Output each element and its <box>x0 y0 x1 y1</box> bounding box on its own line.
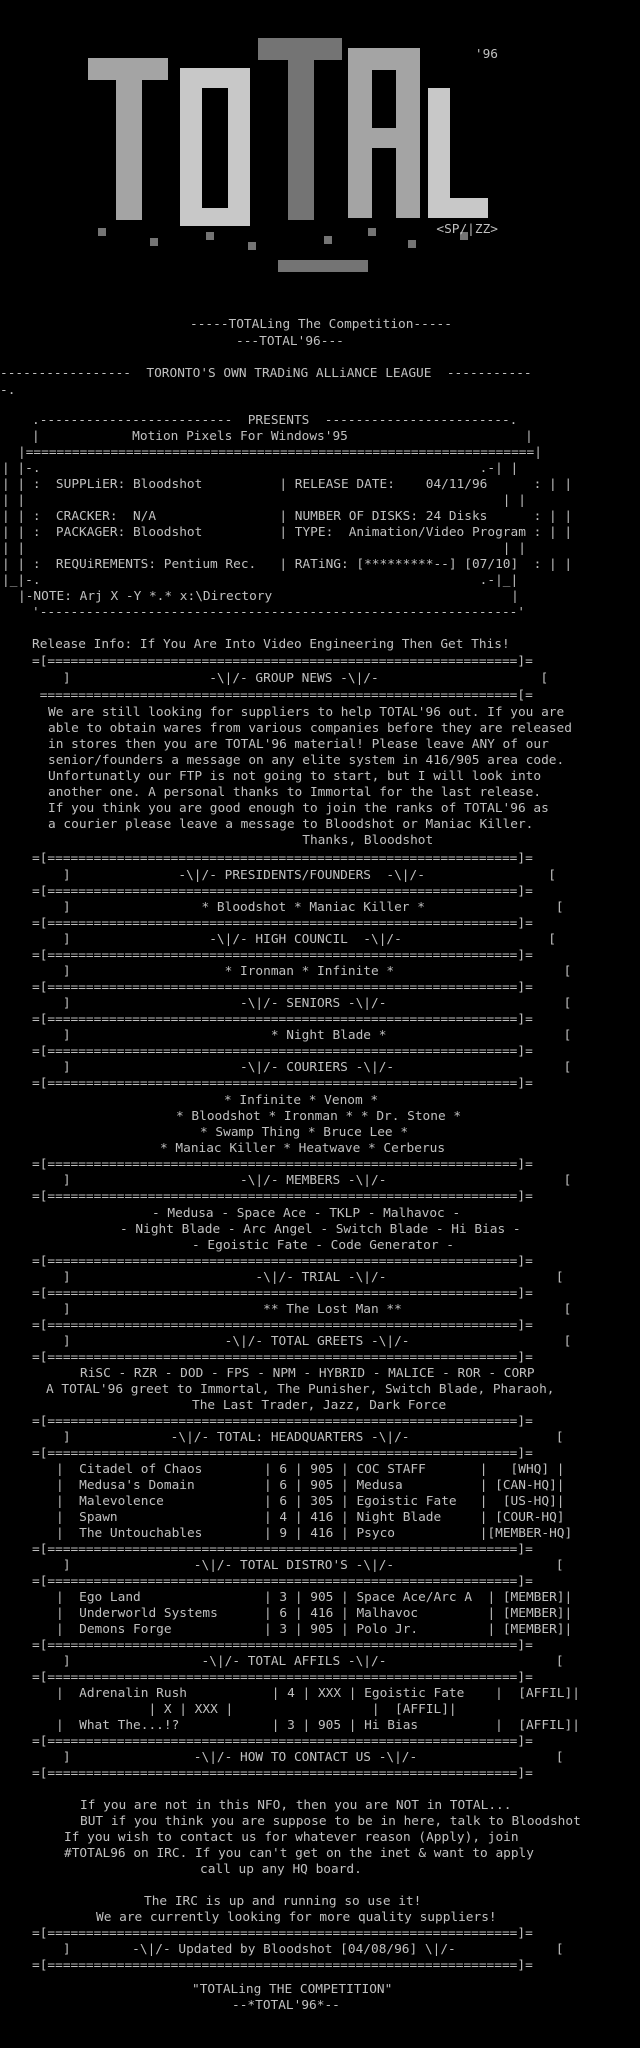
logo-letter-o <box>180 68 250 226</box>
nfo-line: ] -\|/- TOTAL GREETS -\|/- [ <box>32 1334 572 1349</box>
nfo-line: * Maniac Killer * Heatwave * Cerberus <box>160 1141 446 1156</box>
logo-dither <box>98 228 468 272</box>
nfo-line: ] -\|/- HOW TO CONTACT US -\|/- [ <box>32 1750 564 1765</box>
nfo-line: ] -\|/- SENIORS -\|/- [ <box>32 996 572 1011</box>
nfo-line: | Underworld Systems | 6 | 416 | Malhavoc | [MEMBER]| <box>56 1606 573 1621</box>
nfo-line: | |-. .-| | <box>2 461 519 476</box>
nfo-line: ] -\|/- PRESIDENTS/FOUNDERS -\|/- [ <box>32 868 556 883</box>
nfo-line: =[=============================================================]= <box>32 1734 533 1749</box>
nfo-line: ] ** The Lost Man ** [ <box>32 1302 572 1317</box>
nfo-line: * Infinite * Venom * <box>224 1093 379 1108</box>
nfo-line: If you think you are good enough to join the ranks of TOTAL'96 as <box>48 801 549 816</box>
logo-letter-a <box>348 48 420 218</box>
nfo-line: RiSC - RZR - DOD - FPS - NPM - HYBRID - MALICE - ROR - CORP <box>80 1366 535 1381</box>
nfo-line: senior/founders a message on any elite system in 416/905 area code. <box>48 753 565 768</box>
nfo-line: =[=============================================================]= <box>32 1189 533 1204</box>
logo-letter-t <box>88 58 168 220</box>
nfo-line: ] -\|/- TOTAL: HEADQUARTERS -\|/- [ <box>32 1430 564 1445</box>
nfo-line: =[=============================================================]= <box>32 1958 533 1973</box>
nfo-line: Unfortunatly our FTP is not going to start, but I will look into <box>48 769 542 784</box>
nfo-line: --*TOTAL'96*-- <box>232 1998 340 2013</box>
nfo-line: #TOTAL96 on IRC. If you can't get on the inet & want to apply <box>64 1846 534 1861</box>
nfo-line: ] -\|/- TOTAL AFFILS -\|/- [ <box>32 1654 564 1669</box>
nfo-line: =[=============================================================]= <box>32 851 533 866</box>
nfo-line: | Spawn | 4 | 416 | Night Blade | [COUR-HQ] <box>56 1510 565 1525</box>
nfo-line: =[=============================================================]= <box>32 1638 533 1653</box>
nfo-line: ] * Bloodshot * Maniac Killer * [ <box>32 900 564 915</box>
nfo-line: =[=============================================================]= <box>32 1044 533 1059</box>
nfo-line: ] -\|/- HIGH COUNCIL -\|/- [ <box>32 932 556 947</box>
nfo-line: A TOTAL'96 greet to Immortal, The Punisher, Switch Blade, Pharaoh, <box>46 1382 555 1397</box>
nfo-line: call up any HQ board. <box>200 1862 362 1877</box>
nfo-line: .------------------------- PRESENTS ------------------------. <box>32 413 518 428</box>
nfo-line: |_|-. .-|_| <box>2 573 519 588</box>
nfo-line: - Night Blade - Arc Angel - Switch Blade - Hi Bias - <box>120 1222 521 1237</box>
nfo-line: =[=============================================================]= <box>32 1670 533 1685</box>
nfo-line: =[=============================================================]= <box>32 1414 533 1429</box>
nfo-line: =[=============================================================]= <box>32 916 533 931</box>
nfo-line: =[=============================================================]= <box>32 1574 533 1589</box>
nfo-line: a courier please leave a message to Bloodshot or Maniac Killer. <box>48 817 534 832</box>
nfo-line: | | | | <box>2 541 526 556</box>
nfo-line: | | : REQUiREMENTS: Pentium Rec. | RATiNG: [*********--] [07/10] : | | <box>2 557 573 572</box>
nfo-line: |-NOTE: Arj X -Y *.* x:\Directory | <box>18 589 519 604</box>
nfo-line: =[=============================================================]= <box>32 1157 533 1172</box>
nfo-line: ] * Night Blade * [ <box>32 1028 572 1043</box>
nfo-line: The Last Trader, Jazz, Dark Force <box>192 1398 447 1413</box>
logo-artist-tag: <SP/|ZZ> <box>436 222 498 237</box>
nfo-line: ----------------- TORONTO'S OWN TRADiNG ALLiANCE LEAGUE ----------- <box>0 366 532 381</box>
nfo-line: ] -\|/- TRIAL -\|/- [ <box>32 1270 564 1285</box>
nfo-line: | | : SUPPLiER: Bloodshot | RELEASE DATE: 04/11/96 : | | <box>2 477 573 492</box>
nfo-line: | The Untouchables | 9 | 416 | Psyco |[MEMBER-HQ] <box>56 1526 573 1541</box>
nfo-line: Release Info: If You Are Into Video Engineering Then Get This! <box>32 637 510 652</box>
nfo-line: If you wish to contact us for whatever reason (Apply), join <box>64 1830 519 1845</box>
nfo-line: =[=============================================================]= <box>32 1286 533 1301</box>
nfo-line: * Swamp Thing * Bruce Lee * <box>200 1125 409 1140</box>
nfo-line: =[=============================================================]= <box>32 1012 533 1027</box>
nfo-line: -----TOTALing The Competition----- <box>190 317 452 332</box>
nfo-line: ] * Ironman * Infinite * [ <box>32 964 572 979</box>
nfo-line: * Bloodshot * Ironman * * Dr. Stone * <box>176 1109 462 1124</box>
nfo-line: =[=============================================================]= <box>32 1926 533 1941</box>
nfo-line: -. <box>0 383 16 398</box>
nfo-line: | Adrenalin Rush | 4 | XXX | Egoistic Fate | [AFFIL]| <box>56 1686 580 1701</box>
nfo-line: We are still looking for suppliers to help TOTAL'96 out. If you are <box>48 705 565 720</box>
nfo-line: | | : PACKAGER: Bloodshot | TYPE: Animation/Video Program : | | <box>2 525 573 540</box>
nfo-line: | Motion Pixels For Windows'95 | <box>32 429 533 444</box>
nfo-line: =[=============================================================]= <box>32 980 533 995</box>
nfo-line: - Egoistic Fate - Code Generator - <box>192 1238 454 1253</box>
nfo-line: =[=============================================================]= <box>32 1446 533 1461</box>
nfo-line: The IRC is up and running so use it! <box>144 1894 422 1909</box>
nfo-line: | | : CRACKER: N/A | NUMBER OF DISKS: 24 Disks : | | <box>2 509 573 524</box>
nfo-line: =[=============================================================]= <box>32 948 533 963</box>
nfo-line: | Medusa's Domain | 6 | 905 | Medusa | [CAN-HQ]| <box>56 1478 565 1493</box>
total-ascii-logo <box>88 28 503 298</box>
nfo-line: =[=============================================================]= <box>32 1254 533 1269</box>
nfo-line: in stores then you are TOTAL'96 material! Please leave ANY of our <box>48 737 549 752</box>
nfo-line: '--------------------------------------------------------------' <box>32 605 526 620</box>
nfo-line: =[=============================================================]= <box>32 1350 533 1365</box>
nfo-line: ] -\|/- GROUP NEWS -\|/- [ <box>32 671 549 686</box>
nfo-line: Thanks, Bloodshot <box>48 833 434 848</box>
nfo-line: ] -\|/- TOTAL DISTRO'S -\|/- [ <box>32 1558 564 1573</box>
nfo-line: | Citadel of Chaos | 6 | 905 | COC STAFF | [WHQ] | <box>56 1462 565 1477</box>
nfo-line: "TOTALing THE COMPETITION" <box>192 1982 393 1997</box>
logo-year-tag: '96 <box>474 47 498 62</box>
nfo-line: | | | | <box>2 493 526 508</box>
nfo-line: =[=============================================================]= <box>32 1318 533 1333</box>
nfo-line: ] -\|/- COURIERS -\|/- [ <box>32 1060 572 1075</box>
nfo-line: ] -\|/- Updated by Bloodshot [04/08/96] \|/- [ <box>32 1942 564 1957</box>
nfo-line: =[=============================================================]= <box>32 654 533 669</box>
nfo-line: | Ego Land | 3 | 905 | Space Ace/Arc A | [MEMBER]| <box>56 1590 573 1605</box>
nfo-line: another one. A personal thanks to Immortal for the last release. <box>48 785 542 800</box>
nfo-line: ---TOTAL'96--- <box>236 334 344 349</box>
nfo-line: | X | XXX | | [AFFIL]| <box>56 1702 457 1717</box>
nfo-line: =[=============================================================]= <box>32 1076 533 1091</box>
nfo-line: If you are not in this NFO, then you are NOT in TOTAL... <box>80 1798 512 1813</box>
nfo-line: able to obtain wares from various companies before they are released <box>48 721 572 736</box>
logo-letter-l <box>428 88 488 218</box>
nfo-line: We are currently looking for more quality suppliers! <box>96 1910 497 1925</box>
nfo-line: |==================================================================| <box>18 445 542 460</box>
logo-letter-t2 <box>258 38 342 220</box>
nfo-line: ==============================================================[= <box>32 688 533 703</box>
nfo-line: =[=============================================================]= <box>32 884 533 899</box>
nfo-line: BUT if you think you are suppose to be in here, talk to Bloodshot <box>80 1814 581 1829</box>
nfo-line: | Demons Forge | 3 | 905 | Polo Jr. | [MEMBER]| <box>56 1622 573 1637</box>
nfo-line: =[=============================================================]= <box>32 1542 533 1557</box>
nfo-line: | Malevolence | 6 | 305 | Egoistic Fate | [US-HQ]| <box>56 1494 565 1509</box>
nfo-line: - Medusa - Space Ace - TKLP - Malhavoc - <box>152 1206 461 1221</box>
nfo-line: ] -\|/- MEMBERS -\|/- [ <box>32 1173 572 1188</box>
nfo-line: | What The...!? | 3 | 905 | Hi Bias | [AFFIL]| <box>56 1718 580 1733</box>
nfo-line: =[=============================================================]= <box>32 1766 533 1781</box>
